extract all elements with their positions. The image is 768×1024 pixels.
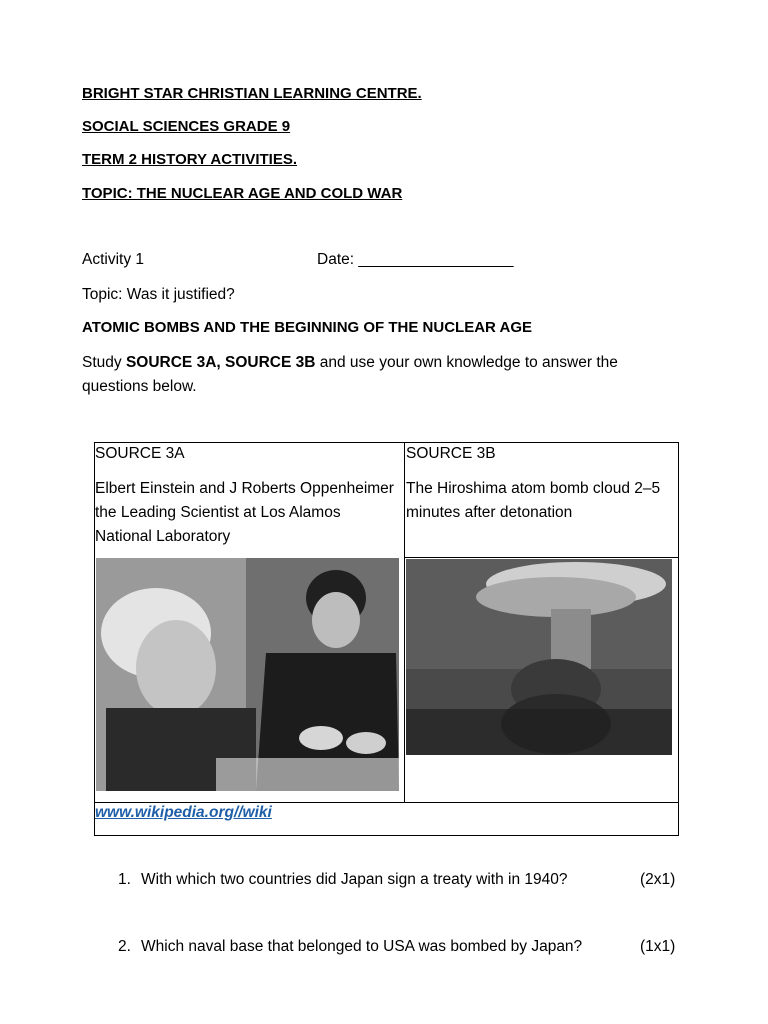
topic-heading: TOPIC: THE NUCLEAR AGE AND COLD WAR <box>82 185 403 202</box>
source-link[interactable]: www.wikipedia.org//wiki <box>95 804 272 821</box>
question-2 <box>118 938 582 956</box>
question-1-number: 1. <box>118 871 131 888</box>
term-heading: TERM 2 HISTORY ACTIVITIES. <box>82 151 298 168</box>
row-divider-link <box>95 802 678 803</box>
source-3a-caption: Elbert Einstein and J Roberts Oppenheimer the Leading Scientist at Los Alamos National Laboratory <box>95 480 394 545</box>
activity-heading: ATOMIC BOMBS AND THE BEGINNING OF THE NUCLEAR AGE <box>82 319 532 336</box>
einstein-oppenheimer-photo <box>96 558 399 791</box>
question-1 <box>118 871 567 889</box>
column-divider <box>404 443 405 803</box>
subject-heading: SOCIAL SCIENCES GRADE 9 <box>82 118 291 135</box>
date-field: Date: __________________ <box>317 251 514 268</box>
instruction-suffix: and use your own knowledge to answer the questions below. <box>82 354 618 395</box>
question-2-marks: (1x1) <box>640 938 676 955</box>
photo-b-graphic <box>406 559 672 755</box>
source-3b-title: SOURCE 3B <box>406 445 496 462</box>
source-3b-caption: The Hiroshima atom bomb cloud 2–5 minutes after detonation <box>406 480 661 521</box>
school-name: BRIGHT STAR CHRISTIAN LEARNING CENTRE. <box>82 85 422 102</box>
instruction-paragraph <box>82 351 682 399</box>
activity-label: Activity 1 <box>82 251 145 268</box>
question-1-marks: (2x1) <box>640 871 676 888</box>
activity-topic: Topic: Was it justified? <box>82 286 235 303</box>
photo-a-graphic <box>96 558 399 791</box>
instruction-prefix: Study <box>82 354 126 371</box>
instruction-sources: SOURCE 3A, SOURCE 3B <box>125 354 316 371</box>
question-1-text: With which two countries did Japan sign a treaty with in 1940? <box>141 871 568 888</box>
sources-table <box>94 442 679 836</box>
question-2-text: Which naval base that belonged to USA was bombed by Japan? <box>141 938 583 955</box>
row-divider-b <box>404 557 679 558</box>
hiroshima-cloud-photo <box>406 559 672 755</box>
question-2-number: 2. <box>118 938 131 955</box>
source-3a-title: SOURCE 3A <box>95 445 185 462</box>
